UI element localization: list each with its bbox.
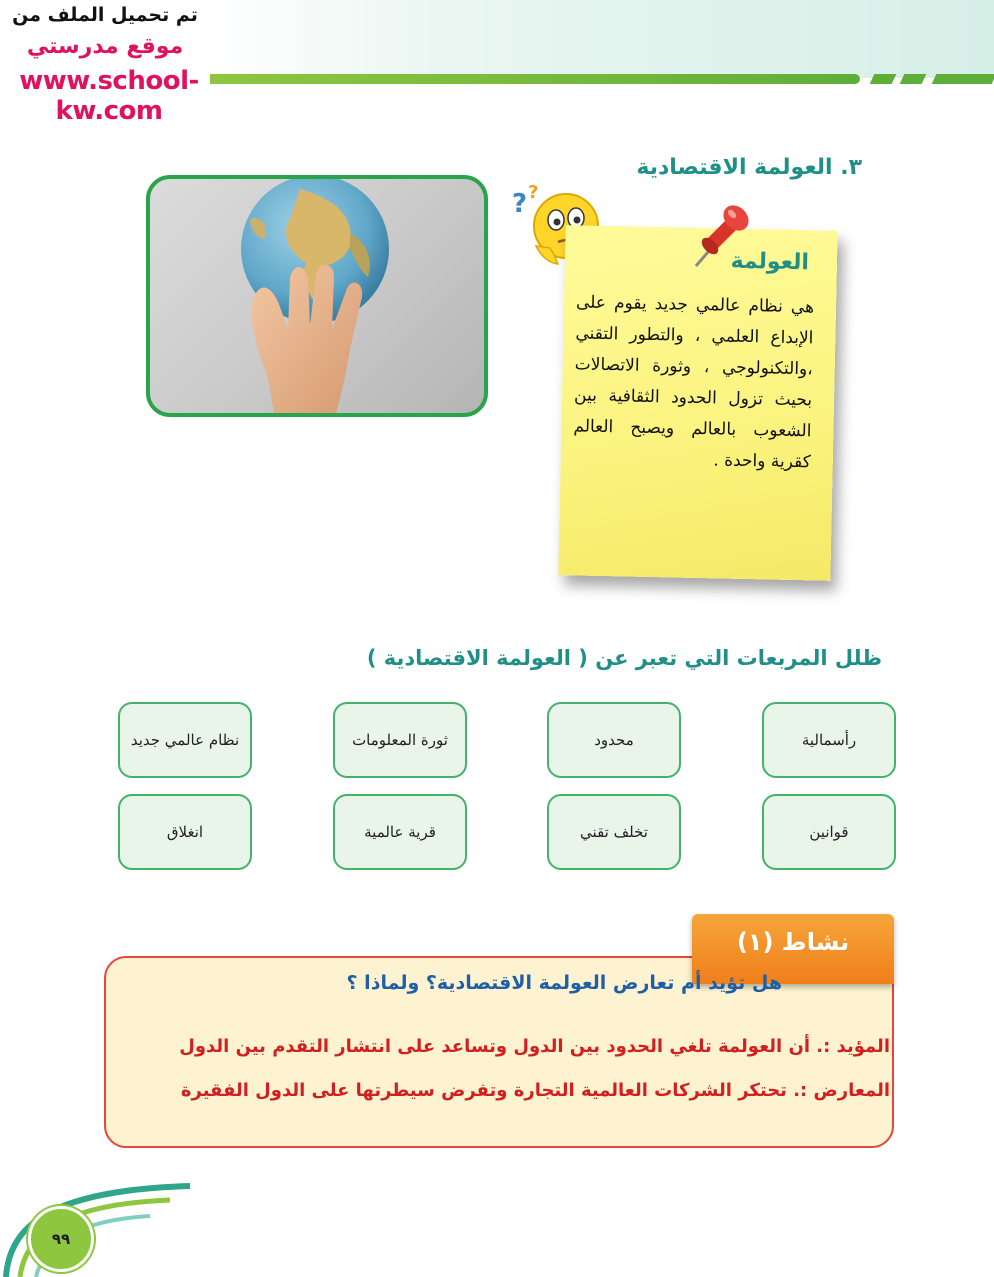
header-dash: [932, 74, 994, 84]
push-pin-icon: [686, 200, 756, 270]
watermark-line1: تم تحميل الملف من: [12, 4, 198, 26]
choice-box[interactable]: رأسمالية: [762, 702, 896, 778]
answer-oppose: المعارض :. تحتكر الشركات العالمية التجارة وتفرض سيطرتها على الدول الفقيرة: [180, 1080, 890, 1101]
globe-in-hand-photo: [146, 175, 488, 417]
note-heading: العولمة: [730, 248, 810, 276]
activity-title: نشاط (١): [736, 928, 850, 956]
choice-box[interactable]: نظام عالمي جديد: [118, 702, 252, 778]
choice-box[interactable]: قرية عالمية: [333, 794, 467, 870]
globe-illustration: [150, 179, 484, 413]
header-dash: [870, 74, 897, 84]
section-title: ٣. العولمة الاقتصادية: [636, 155, 862, 180]
watermark-line2: موقع مدرستي: [26, 34, 184, 59]
watermark-url[interactable]: www.school-kw.com: [19, 66, 199, 126]
choice-box[interactable]: ثورة المعلومات: [333, 702, 467, 778]
answer-support: المؤيد :. أن العولمة تلغي الحدود بين الدول وتساعد على انتشار التقدم بين الدول: [179, 1036, 890, 1057]
choice-box[interactable]: تخلف تقني: [547, 794, 681, 870]
choice-box[interactable]: قوانين: [762, 794, 896, 870]
note-body: هي نظام عالمي جديد يقوم على الإبداع العلمي ، والتطور التقني ،والتكنولوجي ، وثورة الاتصالات بحيث تزول الحدود الثقافية بين الشعوب بالعالم ويصبح العالم كقرية واحدة .: [573, 292, 815, 473]
choice-box[interactable]: محدود: [547, 702, 681, 778]
definition-sticky-note: [558, 225, 837, 581]
choice-box[interactable]: انغلاق: [118, 794, 252, 870]
header-rule: [210, 74, 860, 84]
header-dash: [900, 74, 927, 84]
header-band: [210, 0, 994, 78]
svg-text:?: ?: [512, 189, 528, 219]
page-number: ٩٩: [28, 1206, 94, 1272]
activity-question: هل تؤيد أم تعارض العولمة الاقتصادية؟ ولماذا ؟: [346, 972, 782, 994]
activity-instruction: ظلل المربعات التي تعبر عن ( العولمة الاقتصادية ): [366, 646, 882, 670]
svg-text:?: ?: [528, 182, 539, 203]
